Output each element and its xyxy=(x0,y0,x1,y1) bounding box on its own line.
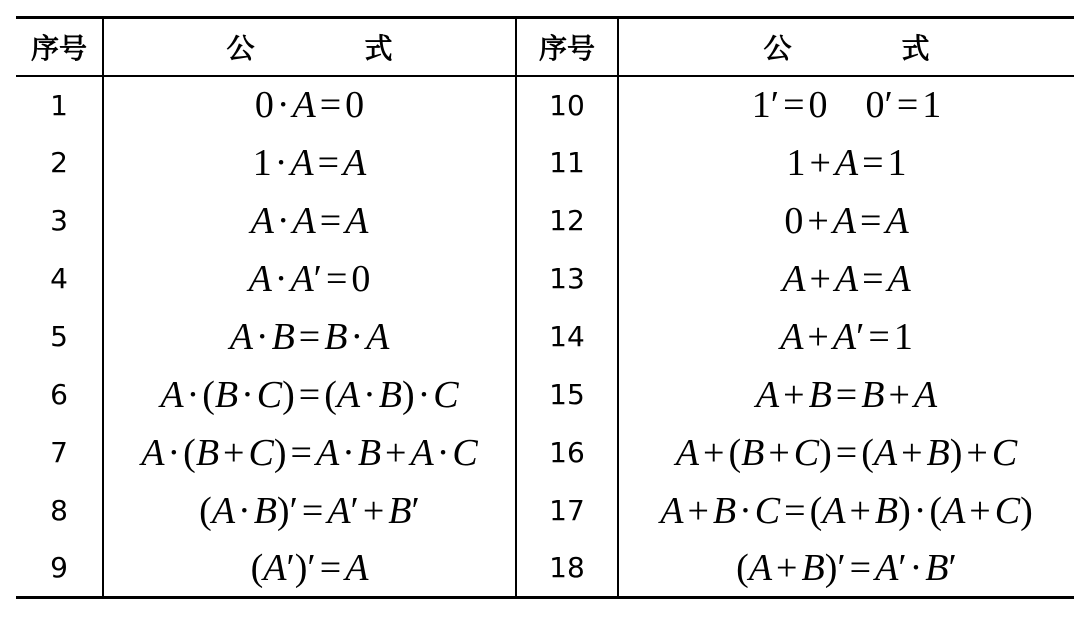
formula-text: A + B·C = (A + B)·(A + C) xyxy=(660,489,1033,532)
formula-right xyxy=(618,366,1074,424)
formula-text: A + A′ = 1 xyxy=(780,315,913,358)
row-number-left: 2 xyxy=(16,134,103,192)
formula-left xyxy=(103,424,516,482)
index-header-right: 序号 xyxy=(516,18,618,76)
formula-text: 1′ = 0 0′ = 1 xyxy=(751,84,942,126)
row-number-left: 5 xyxy=(16,308,103,366)
formula-header-char-1: 公 xyxy=(226,31,255,65)
formula-right xyxy=(618,76,1074,134)
formula-text: A·A = A xyxy=(250,199,369,242)
formula-left xyxy=(103,366,516,424)
table-row xyxy=(16,482,1074,540)
table-row xyxy=(16,366,1074,424)
table-row xyxy=(16,424,1074,482)
row-number-right: 13 xyxy=(516,250,618,308)
row-number-right: 12 xyxy=(516,192,618,250)
table-row xyxy=(16,250,1074,308)
row-number-left: 4 xyxy=(16,250,103,308)
formula-right xyxy=(618,134,1074,192)
formula-text: A·(B·C) = (A·B)·C xyxy=(160,373,459,416)
formula-left xyxy=(103,192,516,250)
table-body xyxy=(16,76,1074,598)
boolean-identities-table xyxy=(16,16,1074,599)
table-row xyxy=(16,540,1074,598)
row-number-right: 16 xyxy=(516,424,618,482)
row-number-right: 17 xyxy=(516,482,618,540)
formula-text: 1·A = A xyxy=(252,141,367,184)
formula-left xyxy=(103,134,516,192)
row-number-right: 15 xyxy=(516,366,618,424)
table-row xyxy=(16,76,1074,134)
formula-right xyxy=(618,424,1074,482)
formula-left xyxy=(103,76,516,134)
formula-text: A + B = B + A xyxy=(755,373,938,416)
row-number-left: 7 xyxy=(16,424,103,482)
row-number-left: 8 xyxy=(16,482,103,540)
header-row xyxy=(16,18,1074,76)
formula-right xyxy=(618,192,1074,250)
formula-right xyxy=(618,250,1074,308)
formula-text: 0 + A = A xyxy=(784,199,909,242)
formula-text: A·A′ = 0 xyxy=(248,257,371,300)
formula-text: 0·A = 0 xyxy=(254,84,365,126)
formula-header-char-2: 式 xyxy=(364,31,393,65)
formula-left xyxy=(103,540,516,598)
formula-header-left xyxy=(103,18,516,76)
table-header xyxy=(16,18,1074,76)
formula-text: 1 + A = 1 xyxy=(786,141,907,184)
table-row xyxy=(16,192,1074,250)
formula-left xyxy=(103,308,516,366)
formula-text: A + A = A xyxy=(782,257,911,300)
formula-text: A·(B + C) = A·B + A·C xyxy=(141,431,478,474)
formula-text: A·B = B·A xyxy=(229,315,390,358)
index-header-left: 序号 xyxy=(16,18,103,76)
formula-text: (A′)′ = A xyxy=(250,546,369,589)
formula-header-right xyxy=(618,18,1074,76)
row-number-right: 10 xyxy=(516,76,618,134)
row-number-right: 18 xyxy=(516,540,618,598)
table-row xyxy=(16,134,1074,192)
formula-text: A + (B + C) = (A + B) + C xyxy=(675,431,1018,474)
formula-right xyxy=(618,540,1074,598)
table-row xyxy=(16,308,1074,366)
row-number-left: 6 xyxy=(16,366,103,424)
formula-text: (A·B)′ = A′ + B′ xyxy=(199,489,420,532)
formula-text: (A + B)′ = A′·B′ xyxy=(736,546,957,589)
row-number-left: 3 xyxy=(16,192,103,250)
formula-right xyxy=(618,482,1074,540)
row-number-left: 9 xyxy=(16,540,103,598)
row-number-right: 14 xyxy=(516,308,618,366)
formula-left xyxy=(103,482,516,540)
formula-header-char-1: 公 xyxy=(763,31,792,65)
formula-header-char-2: 式 xyxy=(901,31,930,65)
formula-right xyxy=(618,308,1074,366)
row-number-right: 11 xyxy=(516,134,618,192)
row-number-left: 1 xyxy=(16,76,103,134)
formula-left xyxy=(103,250,516,308)
